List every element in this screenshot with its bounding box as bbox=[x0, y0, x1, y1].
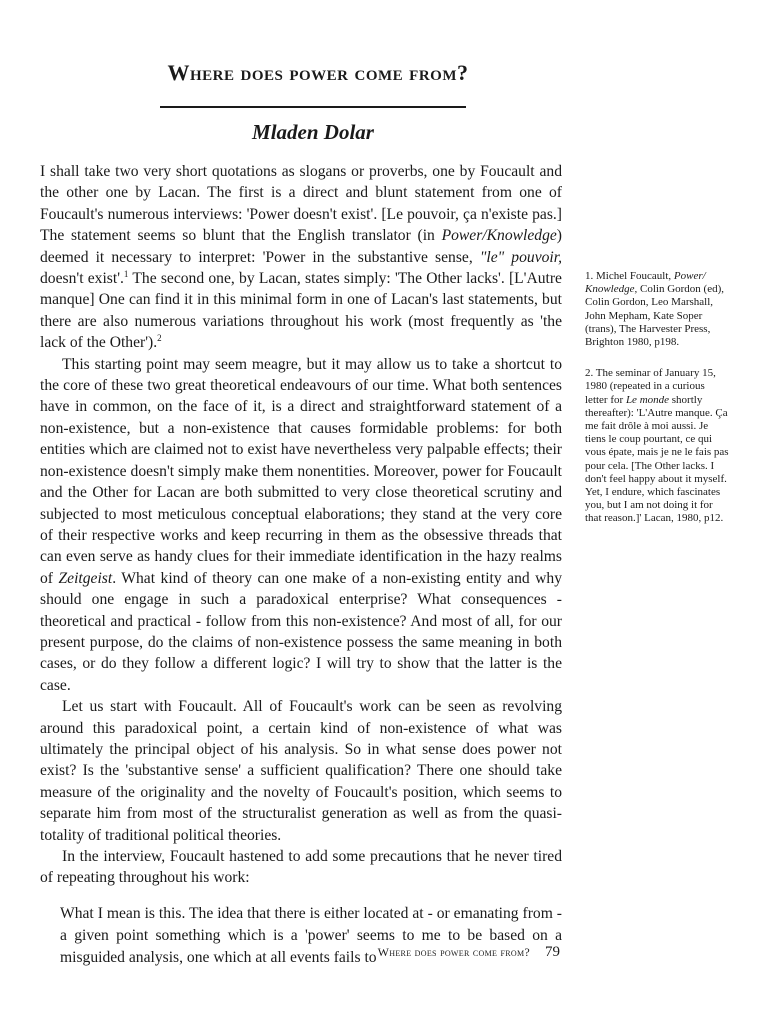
text-run: In the interview, Foucault hastened to add some precautions that he never tired of repeating throughout his work: bbox=[40, 848, 562, 887]
italic-text: Zeitgeist bbox=[58, 569, 113, 587]
article-title: Where does power come from? bbox=[167, 60, 469, 85]
text-run: Let us start with Foucault. All of Foucault's work can be seen as revolving around this paradoxical point, a certain kind of non-existence of what was ultimately the principal object of his analysis. So in what sense does power not exist? Is the 'substantive sense' a sufficient qualification? There one should take measure of the originality and the novelty of Foucault's position, which seems to separate him from most of the structuralist generation as well as from the quasi-totality of traditional political theories. bbox=[40, 698, 562, 844]
text-run: 2. The seminar of January 15, 1980 (repeated in a curious letter for bbox=[585, 367, 716, 406]
italic-text: Le monde bbox=[625, 393, 670, 406]
title-divider bbox=[160, 106, 466, 108]
paragraph bbox=[40, 354, 562, 697]
text-run: This starting point may seem meagre, but it may allow us to take a shortcut to the core of these two great theoretical endeavours of our time. What both sentences have in common, on the face of it, is a direct and straightforward statement of a non-existence, but a non-existence that causes formidable problems: for both entities which are claimed not to exist have nevertheless very palpable effects; their non-existence doesn't simply make them nonentities. Moreover, power for Foucault and the Other for Lacan are both submitted to very close theoretical scrutiny and subjected to most meticulous conceptual elaborations; they stand at the very core of their respective works and keep recurring in them as the obsessive threads that can even serve as handy clues for their immediate identification in the hazy realms of bbox=[40, 355, 562, 587]
footnote-ref: 2 bbox=[157, 333, 162, 344]
paragraph bbox=[40, 696, 562, 846]
paragraph bbox=[40, 846, 562, 889]
footnote-ref: 1 bbox=[123, 268, 129, 279]
footnote-1 bbox=[585, 270, 730, 349]
italic-text: Power/ Knowledge, bbox=[585, 270, 706, 296]
text-run: doesn't exist'. bbox=[40, 270, 124, 288]
footnote-2 bbox=[585, 367, 730, 525]
text-run: . What kind of theory can one make of a non-existing entity and why should one engage in such a paradoxical enterprise? What consequences - theoretical and practical - follow from this non-existence? And most of all, for our present purpose, do the claims of non-existence possess the same meaning in both cases, or do they follow a different logic? I will try to show that the latter is the case. bbox=[40, 569, 562, 694]
text-run: shortly thereafter): 'L'Autre manque. Ça me fait drôle à moi aussi. Je tiens le coup pourtant, ce qui vous épate, mais je ne le fais pas pour cela. [The Other lacks. I don't feel happy about it myself. Yet, I endure, which fascinates you, but I am not doing it for that reason.]' Lacan, 1980, p12. bbox=[585, 393, 729, 525]
block-quote: What I mean is this. The idea that there is either located at - or emanating from - a given point something which is a 'power' seems to me to be based on a misguided analysis, one which at all events fails to bbox=[60, 904, 562, 966]
page-footer bbox=[340, 944, 560, 961]
paragraph bbox=[40, 161, 562, 354]
author-name: Mladen Dolar bbox=[252, 120, 374, 144]
text-run: I shall take two very short quotations as slogans or proverbs, one by Foucault and the other one by Lacan. The first is a direct and blunt statement from one of Foucault's numerous interviews: 'Power doesn't exist'. [Le pouvoir, ça n'existe pas.] The statement seems so blunt that the English translator (in bbox=[40, 163, 562, 245]
margin-notes bbox=[585, 270, 730, 544]
italic-text: "le" pouvoir, bbox=[479, 248, 562, 266]
text-run: Colin Gordon (ed), Colin Gordon, Leo Marshall, John Mepham, Kate Soper (trans), The Harvester Press, Brighton 1980, p198. bbox=[585, 283, 725, 349]
page-number: 79 bbox=[545, 944, 560, 960]
text-run: 1. Michel Foucault, bbox=[585, 270, 674, 282]
running-title: Where does power come from? bbox=[377, 945, 530, 959]
italic-text: Power/Knowledge bbox=[441, 227, 557, 245]
main-text bbox=[40, 161, 562, 969]
text-run: The second one, by Lacan, states simply: 'The Other lacks'. [L'Autre manque] One can find it in this minimal form in one of Lacan's last statements, but there are also numerous variations throughout his work (most frequently as 'the lack of the Other'). bbox=[40, 270, 562, 352]
text-run: ) deemed it necessary to interpret: 'Power in the substantive sense, bbox=[40, 227, 562, 266]
